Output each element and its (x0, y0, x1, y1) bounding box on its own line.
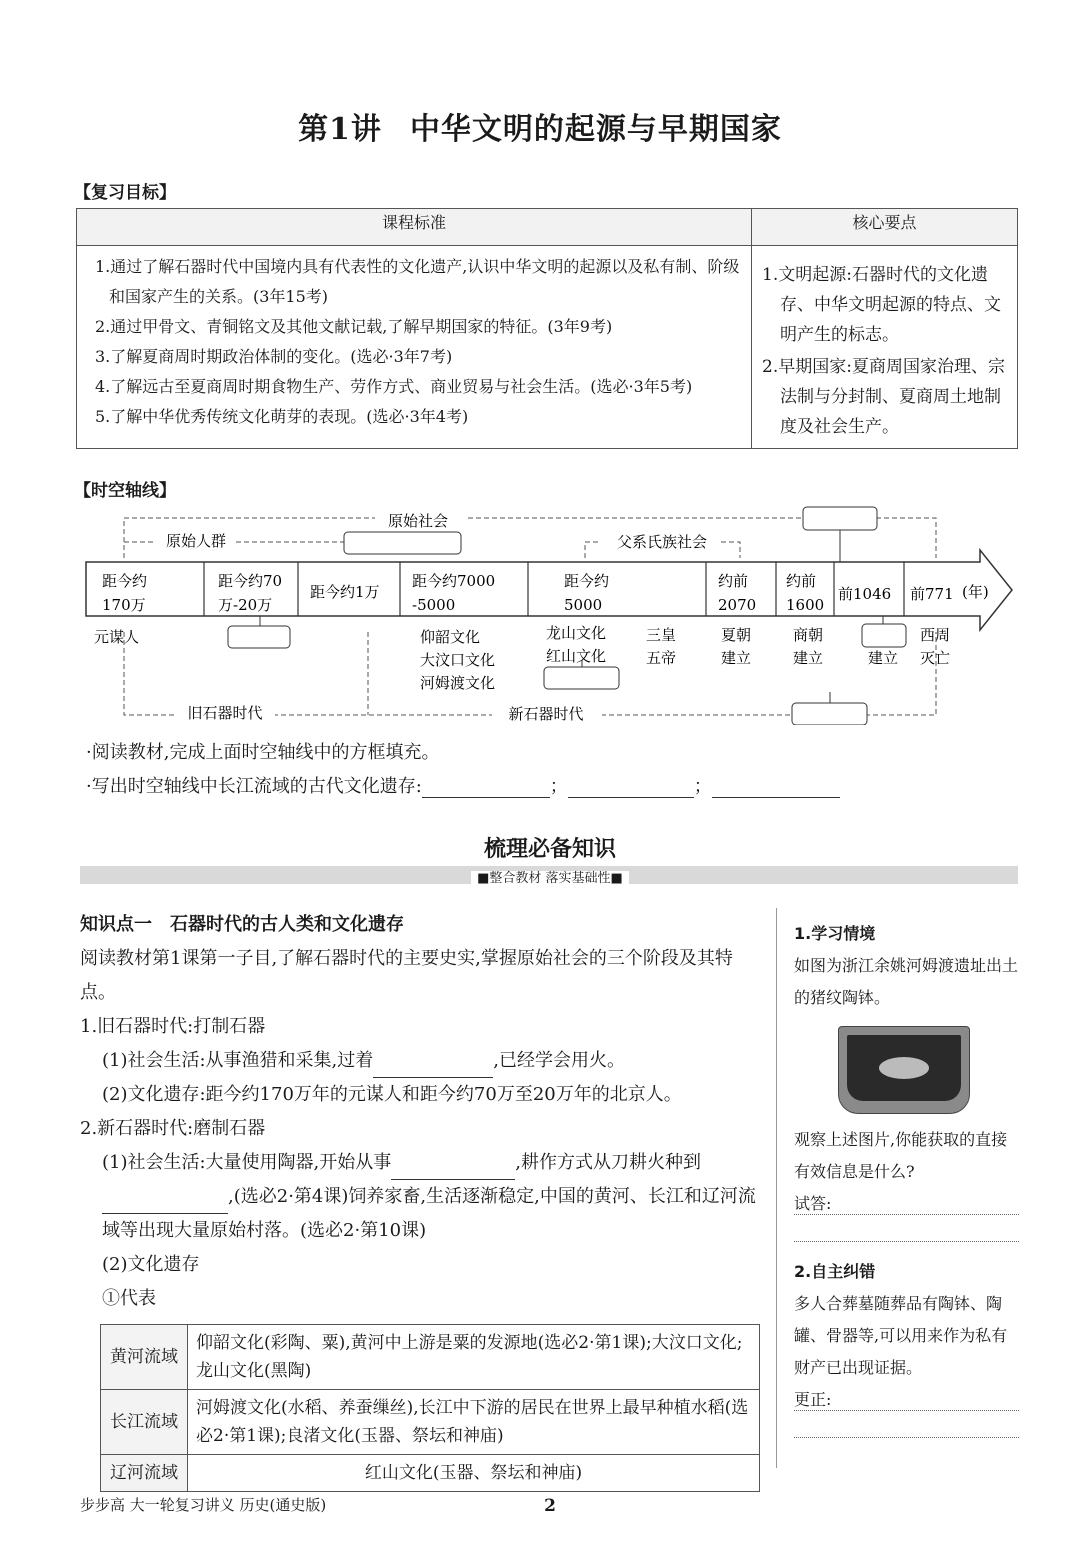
below-label: 商朝 (793, 626, 824, 644)
answer-line[interactable]: 试答: (794, 1188, 1019, 1215)
answer-blank[interactable] (373, 1059, 493, 1078)
neo-life: (1)社会生活:大量使用陶器,开始从事 ,耕作方式从刀耕火种到,(选必2·第4课)饲养家畜,生活逐渐稳定,中国的黄河、长江和辽河流域等出现大量原始村落。(选必2·第10课) (102, 1152, 756, 1241)
below-label: 夏朝 (721, 626, 752, 644)
below-label: 建立 (868, 649, 899, 667)
answer-line[interactable] (794, 1215, 1019, 1242)
review-goals-table (76, 208, 1018, 449)
below-label: 元谋人 (94, 628, 140, 646)
axis-label: 5000 (564, 596, 603, 614)
page-number: 2 (544, 1496, 556, 1516)
timeline-diagram (80, 500, 1020, 725)
primitive-society-label: 原始社会 (387, 512, 449, 530)
axis-label: 约前 (718, 572, 749, 590)
axis-label: 距今约 (102, 572, 148, 590)
sidebar-question: 观察上述图片,你能获取的直接有效信息是什么? (794, 1130, 1008, 1181)
sidebar-text: 如图为浙江余姚河姆渡遗址出土的猪纹陶钵。 (794, 956, 1019, 1007)
col-standards-header: 课程标准 (77, 209, 752, 246)
fill-box[interactable] (544, 667, 619, 689)
paleo-remains: (2)文化遗存:距今约170万年的元谋人和距今约70万至20万年的北京人。 (102, 1084, 682, 1105)
paleolithic-heading: 1.旧石器时代:打制石器 (80, 1016, 266, 1037)
below-label: 河姆渡文化 (420, 674, 496, 692)
core-item: 1.文明起源:石器时代的文化遗存、中华文明起源的特点、文明产生的标志。 (762, 265, 1001, 345)
knowledge-point-title: 知识点一 石器时代的古人类和文化遗存 (80, 914, 404, 935)
below-label: 龙山文化 (546, 624, 607, 642)
neo-remains: (2)文化遗存 (102, 1254, 200, 1275)
fill-box[interactable] (792, 703, 867, 725)
answer-blank[interactable] (568, 779, 694, 798)
axis-label: 距今约1万 (310, 583, 380, 601)
page-title (0, 104, 1080, 148)
knowledge-main (80, 908, 764, 1492)
below-label: 大汶口文化 (420, 651, 496, 669)
fill-box[interactable] (862, 624, 906, 647)
axis-label: 前771 (910, 585, 954, 603)
below-label: 红山文化 (546, 647, 607, 665)
culture-table (100, 1324, 760, 1492)
review-heading: 【复习目标】 (74, 183, 176, 203)
lesson-number: 第1讲 (298, 112, 382, 147)
sidebar (794, 918, 1019, 1438)
below-label: 仰韶文化 (420, 628, 481, 646)
neolithic-heading: 2.新石器时代:磨制石器 (80, 1118, 266, 1139)
axis-label: 距今约 (564, 572, 610, 590)
standard-item: 2.通过甲骨文、青铜铭文及其他文献记载,了解早期国家的特征。(3年9考) (95, 317, 613, 336)
axis-label: -5000 (412, 596, 456, 614)
intro-text: 阅读教材第1课第一子目,了解石器时代的主要史实,掌握原始社会的三个阶段及其特点。 (80, 948, 733, 1003)
table-row: 辽河流域 红山文化(玉器、祭坛和神庙) (101, 1455, 760, 1492)
standard-item: 3.了解夏商周时期政治体制的变化。(选必·3年7考) (95, 347, 453, 366)
primitive-group-label: 原始人群 (165, 532, 227, 550)
below-label: 灭亡 (920, 649, 951, 667)
sidebar-text: 多人合葬墓随葬品有陶钵、陶罐、骨器等,可以用来作为私有财产已出现证据。 (794, 1294, 1008, 1377)
axis-label: 距今约7000 (412, 572, 496, 590)
task-item: ·阅读教材,完成上面时空轴线中的方框填充。 (86, 742, 440, 763)
answer-line[interactable] (794, 1411, 1019, 1438)
fill-box[interactable] (803, 507, 877, 530)
axis-label: 万-20万 (218, 596, 273, 614)
standards-cell (77, 246, 752, 449)
core-item: 2.早期国家:夏商周国家治理、宗法制与分封制、夏商周土地制度及社会生产。 (762, 357, 1005, 437)
axis-label: 170万 (102, 596, 146, 614)
below-label: 建立 (721, 649, 752, 667)
task-item: ·写出时空轴线中长江流域的古代文化遗存: ； ； (86, 772, 840, 798)
fill-box[interactable] (228, 626, 290, 648)
below-label: 三皇 (646, 626, 677, 644)
sidebar-title: 1.学习情境 (794, 924, 876, 943)
column-divider (776, 908, 777, 1468)
pottery-bowl-image (838, 1026, 970, 1114)
lesson-name: 中华文明的起源与早期国家 (409, 112, 782, 147)
below-label: 五帝 (646, 649, 677, 667)
standard-item: 1.通过了解石器时代中国境内具有代表性的文化遗产,认识中华文明的起源以及私有制、阶级和国家产生的关系。(3年15考) (95, 257, 740, 306)
table-row: 黄河流域 仰韶文化(彩陶、粟),黄河中上游是粟的发源地(选必2·第1课);大汶口文化;龙山文化(黑陶) (101, 1325, 760, 1390)
axis-label: 约前 (786, 572, 817, 590)
paleolithic-label: 旧石器时代 (187, 704, 263, 722)
fill-box[interactable] (344, 532, 461, 554)
axis-label: 前1046 (838, 585, 892, 603)
standard-item: 4.了解远古至夏商周时期食物生产、劳作方式、商业贸易与社会生活。(选必·3年5考) (95, 377, 693, 396)
axis-label: 距今约70 (218, 572, 283, 590)
below-label: 西周 (920, 626, 951, 644)
table-row: 长江流域 河姆渡文化(水稻、养蚕缫丝),长江中下游的居民在世界上最早种植水稻(选必2·第1课);良渚文化(玉器、祭坛和神庙) (101, 1390, 760, 1455)
answer-blank[interactable] (391, 1161, 515, 1180)
axis-label: 1600 (786, 596, 825, 614)
footer-book: 步步高 大一轮复习讲义 历史(通史版) (80, 1496, 327, 1514)
standard-item: 5.了解中华优秀传统文化萌芽的表现。(选必·3年4考) (95, 407, 469, 426)
answer-blank[interactable] (102, 1195, 228, 1214)
neolithic-label: 新石器时代 (508, 705, 584, 723)
section-band-text: ■整合教材 落实基础性■ (0, 867, 1080, 886)
answer-blank[interactable] (422, 779, 550, 798)
answer-blank[interactable] (712, 779, 840, 798)
below-label: 建立 (793, 649, 824, 667)
sidebar-title: 2.自主纠错 (794, 1262, 876, 1281)
timeline-heading: 【时空轴线】 (74, 481, 176, 501)
paleo-life: (1)社会生活:从事渔猎和采集,过着 ,已经学会用火。 (80, 1044, 764, 1078)
answer-line[interactable]: 更正: (794, 1384, 1019, 1411)
section-heading: 梳理必备知识 (483, 837, 616, 862)
col-core-header: 核心要点 (752, 209, 1018, 246)
core-cell (752, 246, 1018, 449)
patriarchal-label: 父系氏族社会 (616, 533, 708, 551)
axis-label: 2070 (718, 596, 757, 614)
representatives: ①代表 (102, 1288, 156, 1309)
year-unit: (年) (962, 583, 989, 601)
